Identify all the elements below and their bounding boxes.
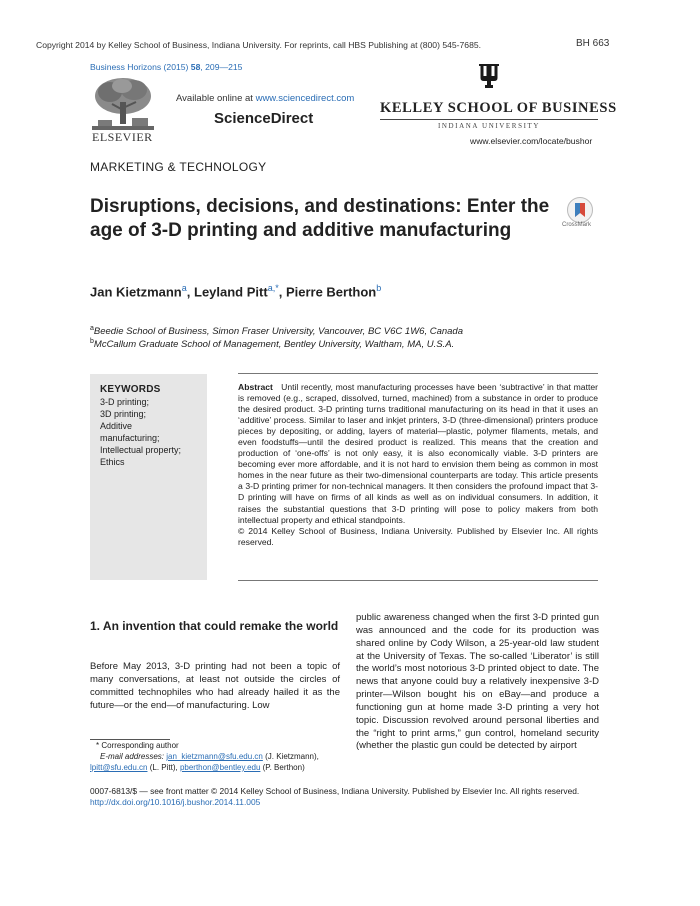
elsevier-wordmark: ELSEVIER [92, 130, 153, 144]
author-affiliation-link[interactable]: b [376, 283, 382, 293]
front-matter-line: 0007-6813/$ — see front matter © 2014 Kelley School of Business, Indiana University. Published by Elsevier Inc. All rights reserved. [90, 786, 580, 796]
keyword-item: manufacturing; [100, 433, 160, 443]
copyright-notice: Copyright 2014 by Kelley School of Business, Indiana University. For reprints, call HBS Publishing at (800) 545-7685. [36, 40, 482, 50]
journal-citation[interactable] [90, 62, 242, 72]
crossmark-icon[interactable] [566, 196, 594, 224]
email-link[interactable]: jan_kietzmann@sfu.edu.cn [166, 752, 263, 761]
author-list: Jan Kietzmann$^a$, Leyland Pitt$^{a,*}$, Pierre Berthon$^b$ [90, 283, 382, 300]
journal-pages: , 209—215 [200, 62, 243, 72]
affiliation [90, 338, 454, 350]
doi-link[interactable]: http://dx.doi.org/10.1016/j.bushor.2014.11.005 [90, 797, 261, 808]
elsevier-tree-logo [92, 76, 154, 130]
abstract [238, 382, 598, 548]
email-owner: (L. Pitt), [147, 763, 180, 772]
keyword-item: Ethics [100, 457, 125, 467]
author-affiliation-link[interactable]: a,* [267, 283, 279, 293]
crossmark-label: CrossMark [562, 222, 592, 228]
section-label: MARKETING & TECHNOLOGY [90, 160, 267, 174]
email-owner: (P. Berthon) [260, 763, 305, 772]
body-text-right: public awareness changed when the first 3-D printed gun was announced and the code for its production was shared online by Cody Wilson, a 25-year-old law student at the University of Texas. The so-called ‘Liberator’ is still the world’s most notorious 3-D printed object to date. The news that anyone could buy a relatively inexpensive 3-D printer—Wilson bought his on eBay—and produce a functioning gun at home made 3-D printing a very hot topic. Discussion revolved around personal liberties and the “right to print arms,” gun control, homeland security (whether the plastic gun could be detected by airport [356, 612, 599, 752]
affiliation-marker: a [90, 325, 94, 332]
affiliation [90, 325, 463, 337]
sciencedirect-link[interactable]: www.sciencedirect.com [255, 93, 355, 104]
abstract-label: Abstract [238, 382, 273, 392]
body-text-left: Before May 2013, 3-D printing had not been a topic of many conversations, at least not outside the circles of committed technophiles who had already hailed it as the future—or the end—of manufacturing. Low [90, 661, 340, 711]
journal-homepage-link[interactable]: www.elsevier.com/locate/bushor [470, 136, 593, 146]
author-name: Pierre Berthon [285, 284, 377, 300]
affiliation-text: Beedie School of Business, Simon Fraser University, Vancouver, BC V6C 1W6, Canada [93, 326, 463, 338]
keyword-item: 3-D printing; [100, 397, 150, 407]
article-title: Disruptions, decisions, and destinations: Enter the age of 3-D printing and additive manufacturing [90, 196, 550, 241]
article-code: BH 663 [576, 38, 610, 49]
author-name: Leyland Pitt [194, 284, 268, 300]
footnote [90, 740, 340, 773]
page-footer [90, 786, 600, 808]
affiliation-marker: b [90, 338, 94, 345]
email-label: E-mail addresses: [100, 752, 167, 761]
affiliation-text: McCallum Graduate School of Management, Bentley University, Waltham, MA, U.S.A. [93, 339, 455, 351]
kelley-logo-text: KELLEY SCHOOL OF BUSINESS [380, 100, 617, 116]
keyword-item: Intellectual property; [100, 445, 182, 455]
author-name: Jan Kietzmann [90, 284, 182, 300]
available-prefix: Available online at [176, 93, 256, 104]
indiana-university-text: INDIANA UNIVERSITY [437, 122, 541, 130]
abstract-top-rule [238, 373, 598, 374]
abstract-text: Until recently, most manufacturing processes have been ‘subtractive’ in that matter is removed (e.g., scraped, dissolved, turned, machined) from a substance in order to produce the desired product. 3-D printing turns traditional manufacturing on its head in that it uses an ‘additive’ process. Similar to laser and inkjet printers, 3-D (three-dimensional) printers produce pieces by depositing, or adding, layers of material—plastic, polymer filaments, metals, and even foodstuffs—until the desired product is realized. This means that the creation and production of ‘one-offs’ is not only easy, it is also economically viable. 3-D printers are becoming ever more affordable, and it is not hard to envision them being as common in most homes in the near future as their two-dimensional counterparts are today. This article presents a 3-D printing primer for non-technical managers. It then considers the profound impact that 3-D printing will have on firms of all kinds as well as on individual consumers. In addition, it raises the substantial questions that 3-D printing will pose to policy makers from both intellectual property and ethical standpoints. [238, 382, 598, 525]
section-heading: 1. An invention that could remake the world [90, 619, 339, 633]
keyword-item: Additive [100, 421, 133, 431]
journal-volume: 58 [190, 62, 201, 72]
keywords-title: KEYWORDS [100, 384, 161, 395]
email-link[interactable]: pberthon@bentley.edu [179, 763, 261, 772]
available-online [176, 93, 354, 104]
email-owner: (J. Kietzmann), [262, 752, 319, 761]
abstract-copyright: © 2014 Kelley School of Business, Indiana University. Published by Elsevier Inc. All rights reserved. [238, 525, 598, 547]
abstract-bottom-rule [238, 580, 598, 581]
kelley-divider [380, 119, 598, 120]
iu-trident-icon [478, 62, 500, 90]
corresponding-author: * Corresponding author [96, 741, 179, 750]
journal-name: Business Horizons (2015) [90, 62, 189, 72]
keyword-item: 3D printing; [100, 409, 147, 419]
email-link[interactable]: lpitt@sfu.edu.cn [90, 763, 148, 772]
sciencedirect-logo: ScienceDirect [214, 110, 314, 127]
author-affiliation-link[interactable]: a [181, 283, 187, 293]
